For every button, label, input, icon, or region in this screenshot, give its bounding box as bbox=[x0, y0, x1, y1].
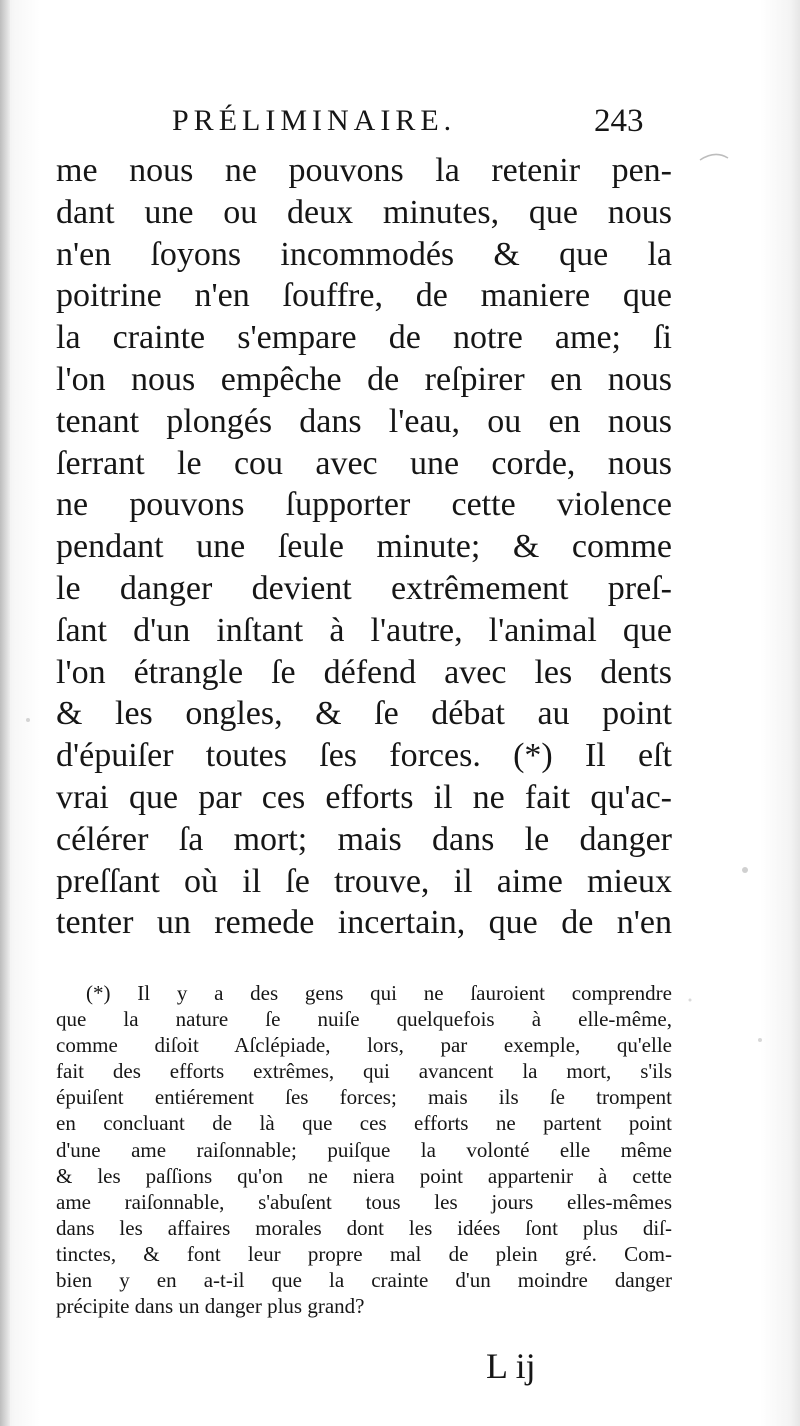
footnote-block bbox=[56, 980, 672, 1319]
running-title: PRÉLIMINAIRE. bbox=[172, 104, 457, 137]
page-header bbox=[172, 96, 672, 146]
text-line: poitrine n'en ſouffre, de maniere que bbox=[56, 277, 672, 315]
text-line: ne pouvons ſupporter cette violence bbox=[56, 486, 672, 524]
signature-mark: L ij bbox=[486, 1346, 536, 1386]
text-line: ſant d'un inſtant à l'autre, l'animal que bbox=[56, 611, 672, 649]
text-line: la crainte s'empare de notre ame; ſi bbox=[56, 319, 672, 357]
text-line: me nous ne pouvons la retenir pen- bbox=[56, 152, 672, 189]
text-line: & les ongles, & ſe débat au point bbox=[56, 695, 672, 733]
footnote-line: & les paſſions qu'on ne niera point appartenir à cette bbox=[56, 1163, 672, 1188]
text-line: ſerrant le cou avec une corde, nous bbox=[56, 444, 672, 482]
footnote-line: fait des efforts extrêmes, qui avancent la mort, s'ils bbox=[56, 1059, 672, 1084]
footnote-line: épuiſent entiérement ſes forces; mais ils ſe trompent bbox=[56, 1085, 672, 1110]
text-line: l'on étrangle ſe défend avec les dents bbox=[56, 653, 672, 691]
footnote-line: comme diſoit Aſclépiade, lors, par exemple, qu'elle bbox=[56, 1033, 672, 1058]
text-line: célérer ſa mort; mais dans le danger bbox=[56, 820, 672, 858]
text-line: l'on nous empêche de reſpirer en nous bbox=[56, 360, 672, 398]
text-line: dant une ou deux minutes, que nous bbox=[56, 193, 672, 231]
text-line: tenter un remede incertain, que de n'en bbox=[56, 904, 672, 942]
text-line: d'épuiſer toutes ſes forces. (*) Il eſt bbox=[56, 737, 672, 775]
footnote-line: d'une ame raiſonnable; puiſque la volonté elle même bbox=[56, 1137, 672, 1162]
footnote-line: que la nature ſe nuiſe quelquefois à elle-même, bbox=[56, 1007, 672, 1032]
page-number: 243 bbox=[594, 103, 644, 139]
page-gutter-shadow bbox=[0, 0, 10, 1426]
text-line: le danger devient extrêmement preſ- bbox=[56, 569, 672, 607]
footnote-line: en concluant de là que ces efforts ne partent point bbox=[56, 1111, 672, 1136]
text-line: tenant plongés dans l'eau, ou en nous bbox=[56, 402, 672, 440]
footnote-line: précipite dans un danger plus grand? bbox=[56, 1294, 365, 1319]
text-line: preſſant où il ſe trouve, il aime mieux bbox=[56, 862, 672, 900]
text-line: vrai que par ces efforts il ne fait qu'ac- bbox=[56, 778, 672, 816]
footnote-line: dans les affaires morales dont les idées ſont plus diſ- bbox=[56, 1215, 672, 1240]
footnote-line: tinctes, & font leur propre mal de plein gré. Com- bbox=[56, 1241, 672, 1266]
text-line: n'en ſoyons incommodés & que la bbox=[56, 235, 672, 273]
footnote-line: (*) Il y a des gens qui ne ſauroient comprendre bbox=[86, 981, 672, 1005]
footnote-line: ame raiſonnable, s'abuſent tous les jours elles-mêmes bbox=[56, 1189, 672, 1214]
text-line: pendant une ſeule minute; & comme bbox=[56, 528, 672, 566]
main-text-block bbox=[56, 150, 672, 944]
footnote-line: bien y en a-t-il que la crainte d'un moindre danger bbox=[56, 1268, 672, 1293]
